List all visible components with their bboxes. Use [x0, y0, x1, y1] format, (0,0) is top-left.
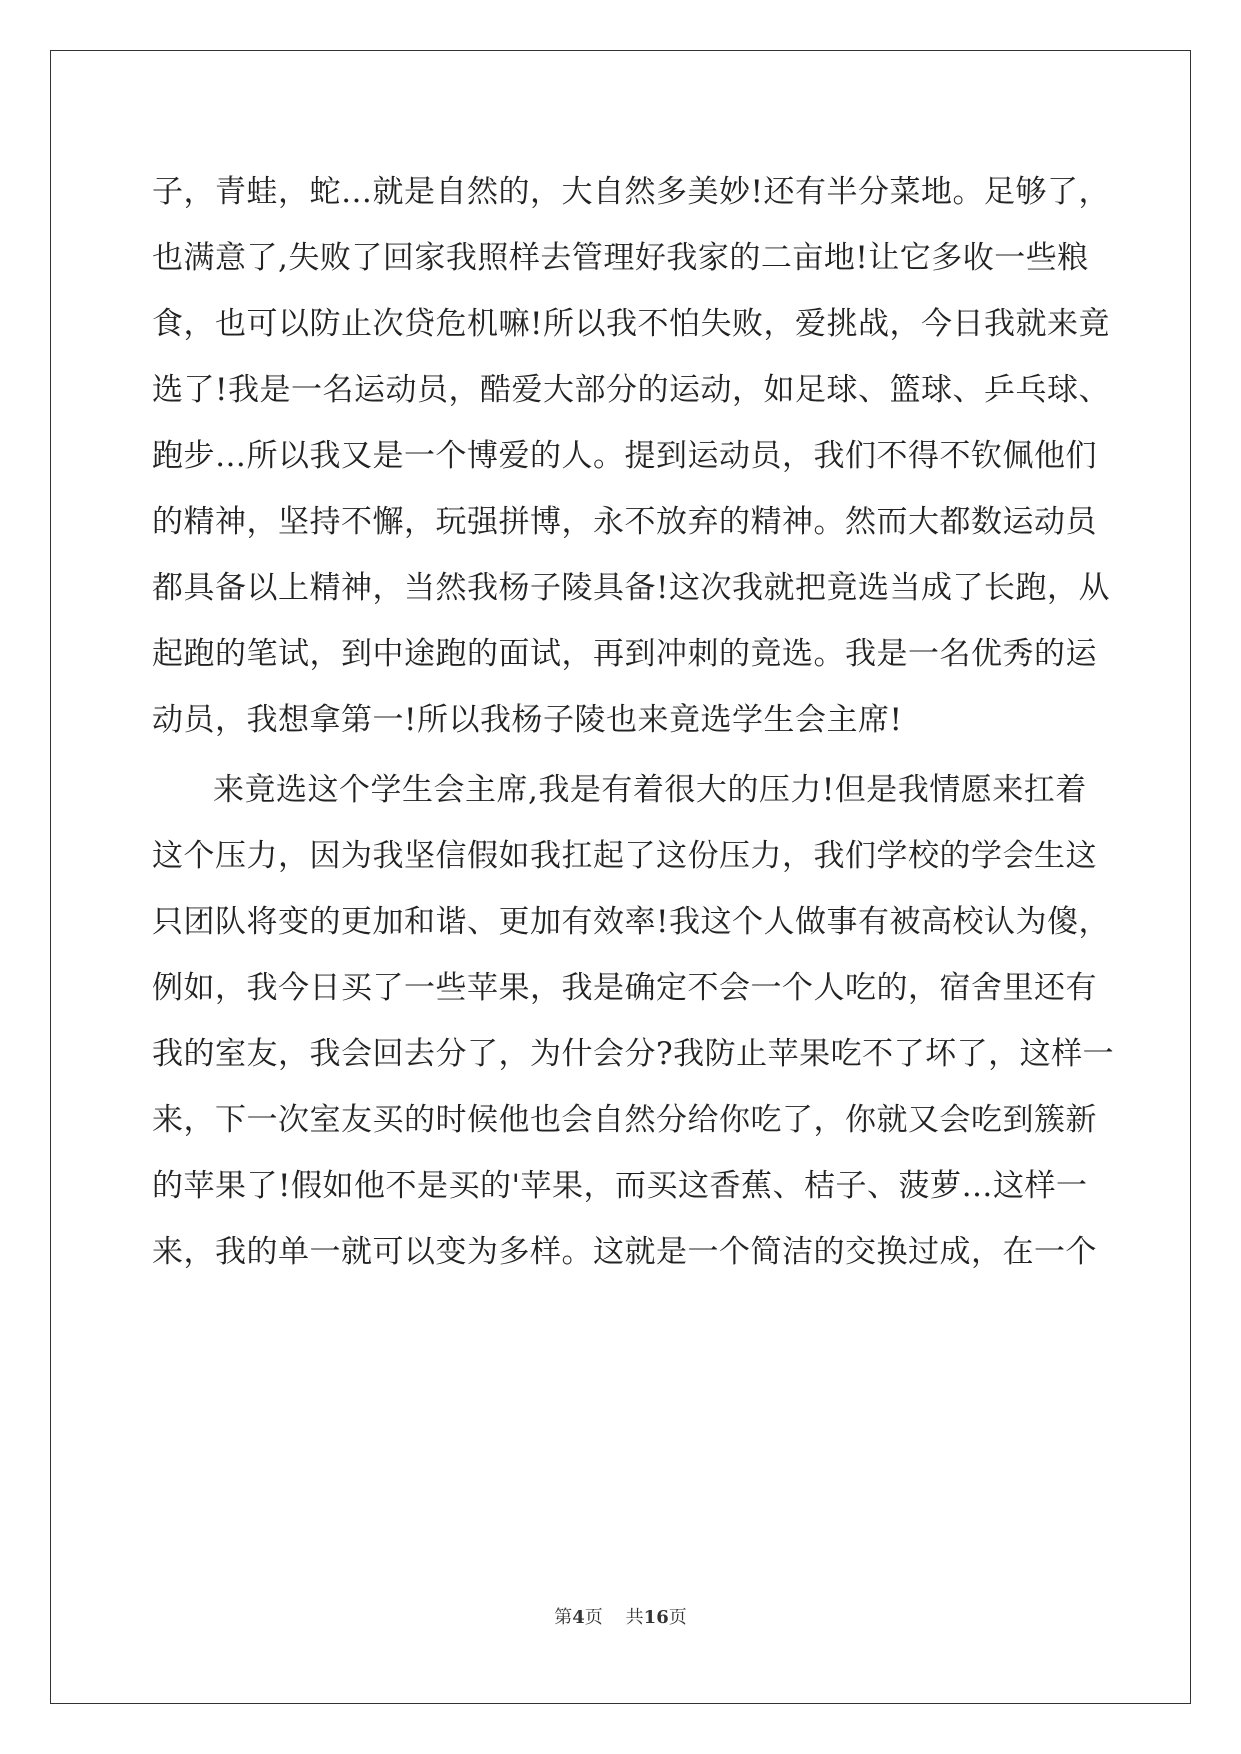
footer-prefix: 第: [554, 1607, 573, 1628]
text-line: 这个压力，因为我坚信假如我扛起了这份压力，我们学校的学会生这: [152, 838, 1097, 874]
page-border: [50, 50, 1191, 1704]
text-line: 只团队将变的更加和谐、更加有效率!我这个人做事有被高校认为傻，: [152, 904, 1110, 940]
current-page-number: 4: [572, 1607, 585, 1628]
text-line: 的精神，坚持不懈，玩强拼博，永不放弃的精神。然而大都数运动员: [152, 504, 1097, 540]
text-line: 我的室友，我会回去分了，为什会分?我防止苹果吃不了坏了，这样一: [152, 1036, 1115, 1072]
total-page-count: 16: [643, 1607, 669, 1628]
text-line: 选了!我是一名运动员，酷爱大部分的运动，如足球、篮球、乒乓球、: [152, 372, 1110, 408]
text-line: 来，下一次室友买的时候他也会自然分给你吃了，你就又会吃到簇新: [152, 1102, 1097, 1138]
footer-total-unit: 页: [668, 1607, 687, 1628]
page-footer: [0, 1603, 1241, 1629]
text-line: 跑步…所以我又是一个博爱的人。提到运动员，我们不得不钦佩他们: [152, 438, 1097, 474]
text-line: 动员，我想拿第一!所以我杨子陵也来竟选学生会主席!: [152, 702, 903, 738]
footer-page-unit: 页: [584, 1607, 603, 1628]
footer-total-prefix: 共: [625, 1607, 644, 1628]
text-line: 都具备以上精神，当然我杨子陵具备!这次我就把竟选当成了长跑，从: [152, 570, 1110, 606]
text-line: 子，青蛙，蛇…就是自然的，大自然多美妙!还有半分菜地。足够了，: [152, 174, 1110, 210]
text-line: 也满意了,失败了回家我照样去管理好我家的二亩地!让它多收一些粮: [152, 240, 1089, 276]
text-line: 起跑的笔试，到中途跑的面试，再到冲刺的竟选。我是一名优秀的运: [152, 636, 1097, 672]
text-line: 食，也可以防止次贷危机嘛!所以我不怕失败，爱挑战，今日我就来竟: [152, 306, 1110, 342]
text-line: 例如，我今日买了一些苹果，我是确定不会一个人吃的，宿舍里还有: [152, 970, 1097, 1006]
paragraph-first-line: 来竟选这个学生会主席,我是有着很大的压力!但是我情愿来扛着: [213, 772, 1087, 808]
text-line: 来，我的单一就可以变为多样。这就是一个简洁的交换过成，在一个: [152, 1234, 1097, 1270]
text-line: 的苹果了!假如他不是买的'苹果，而买这香蕉、桔子、菠萝…这样一: [152, 1168, 1088, 1204]
